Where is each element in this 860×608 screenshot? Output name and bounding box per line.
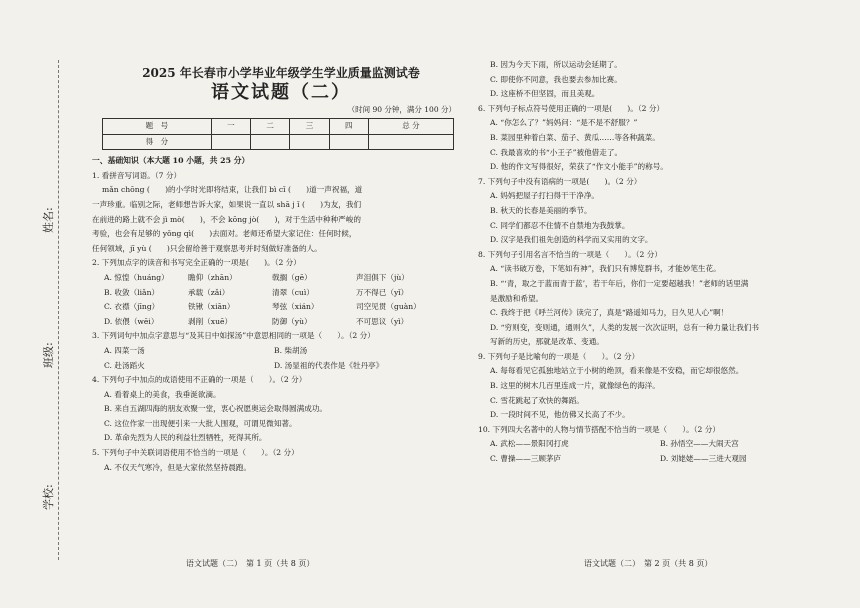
question-10: 10. 下列四大名著中的人物与情节搭配不恰当的一项是（ ）。（2 分） [478,424,720,434]
question-2-option-c [92,300,470,315]
score-cell [329,134,368,150]
option-part: 万不得已（yǐ） [356,287,409,297]
option-part: 清翠（cuì） [272,287,314,297]
section-heading: 一、基础知识（本大题 10 小题，共 25 分） [92,156,250,166]
option-part: D. 依偎（wēi） [104,316,159,326]
score-cell [211,134,250,150]
right-page-footer: 语文试题（二） 第 2 页（共 8 页） [584,559,713,568]
option-part: 铁锹（xiān） [188,302,235,312]
left-page [92,58,470,475]
question-2-option-d [92,315,470,330]
option-part: C. 衣襟（jīng） [104,302,160,312]
option-a: A. 武松——景阳冈打虎 [490,439,569,449]
binding-class-label: 班级: [42,342,55,368]
score-header-row [103,119,454,135]
question-8-option-d-cont: 写新的历史，那就是改革、变通。 [490,337,604,347]
question-8-option-b: B. “‘青，取之于蓝而青于蓝’，若干年后，你们一定要超越我！”老师的话里满 [490,278,749,288]
question-8-option-a: A. “读书破万卷，下笔如有神”，我们只有博览群书，才能妙笔生花。 [490,264,721,274]
question-6-option-b: B. 菜园里种着白菜、茄子、黄瓜……等各种蔬菜。 [490,132,660,142]
binding-name-label: 姓名: [42,207,55,233]
option-d: D. 刘姥姥——三进大观园 [660,454,747,464]
question-6-option-d: D. 他的作文写得很好，荣获了“作文小能手”的称号。 [490,162,668,172]
question-8-option-b-cont: 是激励和希望。 [490,293,544,303]
question-7: 7. 下列句子中没有语病的一项是( )。（2 分） [478,176,642,186]
question-7-option-a: A. 妈妈把屋子打扫得干干净净。 [490,191,600,201]
option-c: C. 赴汤蹈火 [104,360,145,370]
option-b: B. 柴胡汤 [274,345,308,355]
binding-school-label: 学校: [42,484,55,510]
score-cell: 四 [329,119,368,135]
option-a: A. 四菜一汤 [104,345,145,355]
question-3: 3. 下列词句中加点字意思与“及其日中如探汤”中意思相同的一项是（ ）。（2 分） [92,331,375,341]
option-part: 琴弦（xián） [272,302,319,312]
question-1-line: 在前进的路上就不会 jì mò( )，不会 kōng jò( )，对于生活中种种严峻的 [92,214,361,224]
exam-subtitle: 语文试题（二） [211,82,351,103]
question-5-option-c: C. 即使你不同意，我也要去参加比赛。 [490,74,622,84]
option-part: 声泪俱下（jù） [356,272,409,282]
question-8-option-c: C. 我终于把《呼兰河传》读完了，真是“路遥知马力，日久见人心”啊！ [490,308,729,318]
question-4-option-c: C. 这位作家一出现便引来一大批人围观，可谓见微知著。 [104,418,297,428]
option-part: 不可思议（yì） [356,316,409,326]
score-cell: 题 号 [103,119,212,135]
question-9-option-b: B. 这里的树木几百里连成一片，就像绿色的海洋。 [490,381,660,391]
score-table [102,118,454,150]
score-cell [251,134,290,150]
option-part: 戟搁（gē） [272,272,312,282]
question-5-option-d: D. 这座桥不但坚固，而且美观。 [490,89,600,99]
score-value-row [103,134,454,150]
score-cell [368,134,453,150]
question-9: 9. 下列句子是比喻句的一项是（ ）。（2 分） [478,351,640,361]
score-cell: 三 [290,119,329,135]
question-4: 4. 下列句子中加点的成语使用不正确的一项是（ ）。（2 分） [92,375,307,385]
option-part: B. 收敛（liǎn） [104,287,160,297]
question-1-line: 任何领域，jī yù ( )只会留给善于观察思考并时刻做好准备的人。 [92,243,322,253]
option-part: 司空见贯（guàn） [356,302,421,312]
exam-time-note: （时间 90 分钟，满分 100 分） [347,105,456,114]
question-1: 1. 看拼音写词语。（7 分） [92,170,182,180]
left-page-footer: 语文试题（二） 第 1 页（共 8 页） [186,559,315,568]
question-1-line: mǎn chōng ( )的小学时光即将结束，让我们 bì cǐ ( )道一声祝福，道 [102,185,363,195]
question-1-line: 考验，也会有足够的 yǒng qì( )去面对。老师还希望大家记住：任何时候， [92,229,357,239]
question-2: 2. 下列加点字的读音和书写完全正确的一项是( )。（2 分） [92,258,301,268]
binding-dashed-line [58,60,59,560]
question-4-option-a: A. 看着桌上的美食，我垂涎欲滴。 [104,389,221,399]
question-7-option-d: D. 汉字是我们祖先创造的科学而又实用的文字。 [490,235,653,245]
question-3-options-ab [92,344,470,359]
option-part: A. 惊惶（huáng） [104,272,169,282]
question-9-option-c: C. 雪花跳起了欢快的舞蹈。 [490,395,584,405]
question-8: 8. 下列句子引用名言不恰当的一项是（ ）。（2 分） [478,249,662,259]
option-b: B. 孙悟空——大闹天宫 [660,439,739,449]
question-2-option-b [92,286,470,301]
question-10-options-ab [478,437,844,452]
question-9-option-d: D. 一段时间不见，他仿佛又长高了不少。 [490,410,630,420]
question-3-options-cd [92,359,470,374]
question-10-options-cd [478,452,844,467]
exam-title: 2025 年长春市小学毕业年级学生学业质量监测试卷 [142,66,420,80]
question-4-option-b: B. 来自五湖四海的朋友欢聚一堂，衷心祝愿奥运会取得圆满成功。 [104,404,328,414]
option-part: 瞻仰（zhān） [188,272,237,282]
score-cell: 得 分 [103,134,212,150]
question-6: 6. 下列句子标点符号使用正确的一项是( )。（2 分） [478,103,665,113]
question-2-option-a [92,271,470,286]
question-5-option-b: B. 因为今天下雨，所以运动会延期了。 [490,60,622,69]
question-1-line: 一声珍重。临别之际，老师想告诉大家，如果说一直以 shā j ǐ ( )为友，我们 [92,199,362,209]
question-5: 5. 下列句子中关联词语使用不恰当的一项是（ ）。（2 分） [92,448,299,458]
question-7-option-b: B. 秋天的长春是美丽的季节。 [490,205,592,215]
score-cell: 一 [211,119,250,135]
question-6-option-a: A. “你怎么了？”妈妈问：“是不是不舒服？” [490,118,638,128]
score-cell: 总 分 [368,119,453,135]
score-cell [290,134,329,150]
question-8-option-d: D. “穷则变，变则通，通则久”，人类的发展一次次证明，总有一种力量让我们书 [490,322,759,332]
question-5-option-a: A. 不仅天气寒冷，但是大家依然坚持晨跑。 [104,462,251,472]
option-d: D. 汤显祖的代表作是《牡丹亭》 [274,360,384,370]
question-9-option-a: A. 每每看见它孤独地站立于小树的绝顶，看来像是不安稳，而它却很悠然。 [490,366,744,376]
right-page [478,58,844,467]
option-part: 剥削（xuē） [188,316,233,326]
question-4-option-d: D. 革命先烈为人民的利益壮烈牺牲，死得其所。 [104,433,267,443]
option-part: 防御（yù） [272,316,312,326]
question-7-option-c: C. 同学们都忍不住情不自禁地为我鼓掌。 [490,220,630,230]
question-6-option-c: C. 我最喜欢的书“小王子”被他借走了。 [490,147,623,157]
score-cell: 二 [251,119,290,135]
option-c: C. 曹操——三顾茅庐 [490,454,562,464]
option-part: 承载（zǎi） [188,287,230,297]
